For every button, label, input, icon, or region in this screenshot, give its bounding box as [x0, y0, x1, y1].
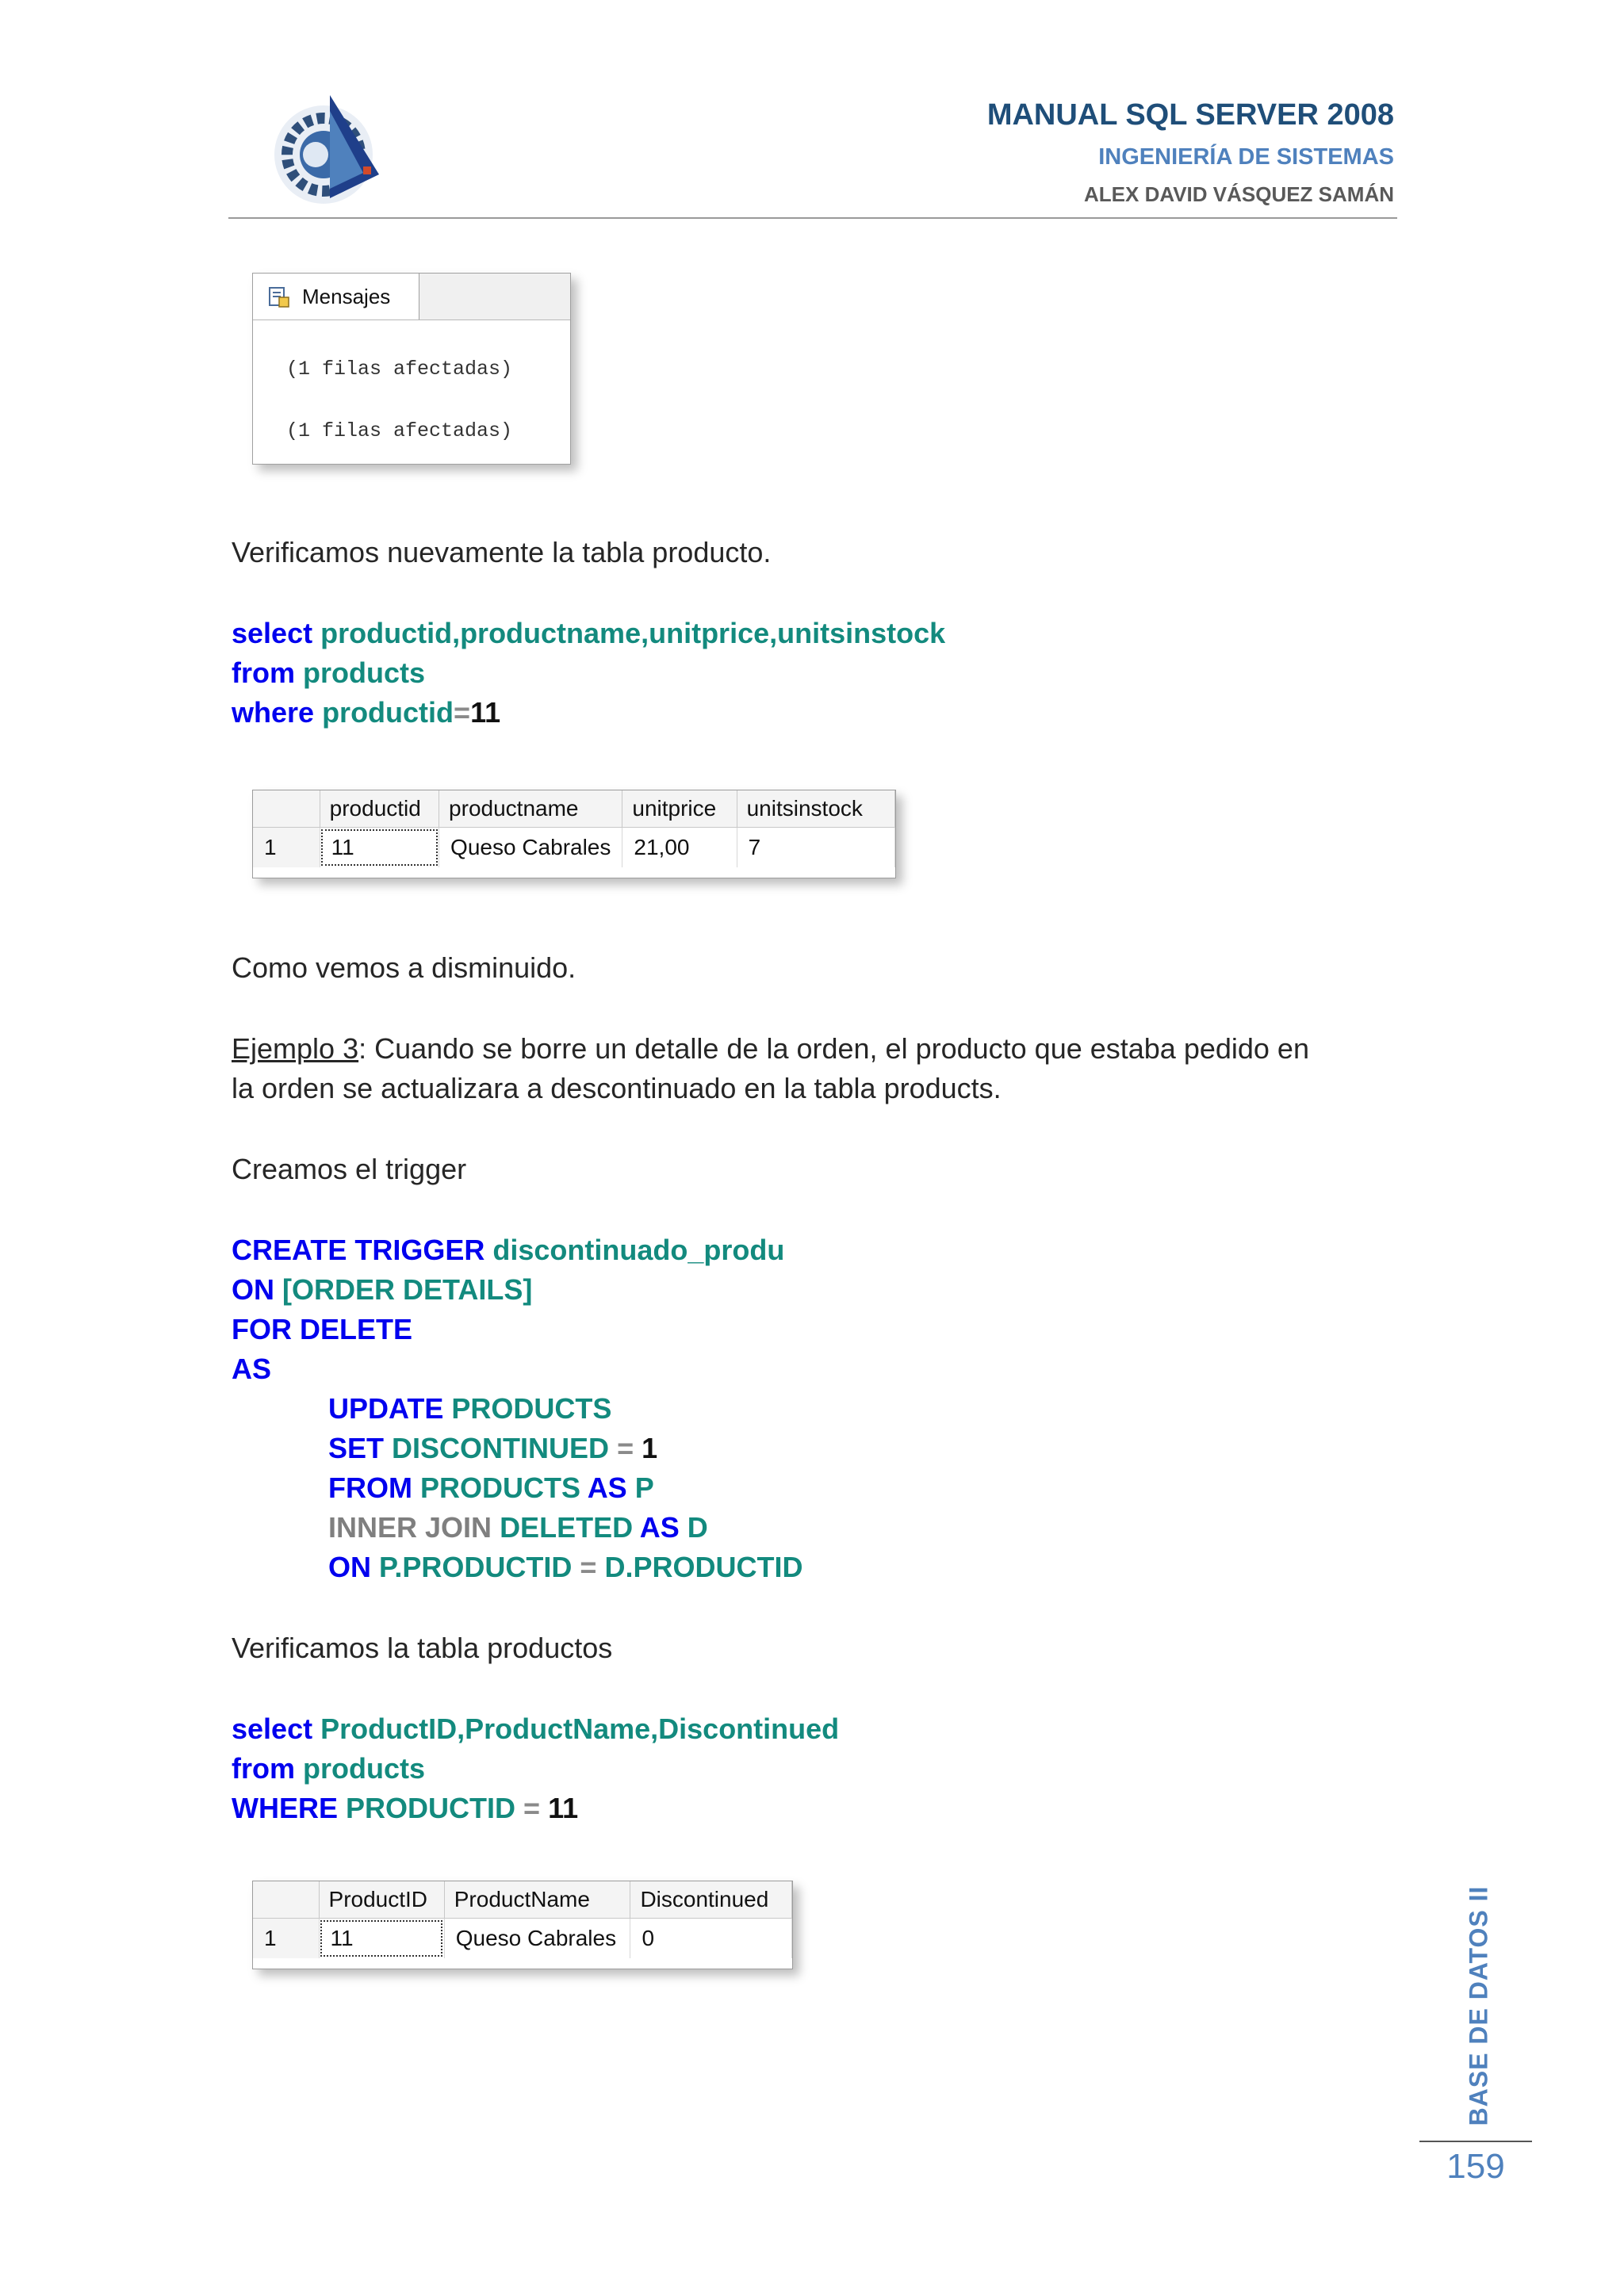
sql-column: D.PRODUCTID	[604, 1551, 803, 1583]
sql-keyword: ON	[232, 1273, 274, 1306]
column-header[interactable]: Discontinued	[630, 1881, 792, 1919]
header-divider	[228, 217, 1397, 219]
table-cell[interactable]: 7	[737, 828, 894, 868]
result-grid-2	[252, 1881, 793, 1969]
example-line2: la orden se actualizara a descontinuado en la tabla products.	[232, 1072, 1002, 1104]
sql-column: productid	[322, 696, 454, 729]
sql-table: DELETED	[500, 1511, 634, 1544]
side-label: BASE DE DATOS II	[1464, 1885, 1493, 2126]
sql-keyword: from	[232, 656, 295, 689]
column-header[interactable]: unitprice	[622, 790, 737, 828]
sql-column: P.PRODUCTID	[379, 1551, 573, 1583]
university-logo	[268, 79, 387, 222]
page-number: 159	[1446, 2147, 1505, 2186]
sql-operator: =	[617, 1432, 634, 1464]
sql-alias: P	[634, 1471, 654, 1504]
trigger-line-set	[328, 1429, 657, 1468]
table-cell[interactable]: 21,00	[622, 828, 737, 868]
messages-tab[interactable]	[253, 274, 419, 320]
query2-line2	[232, 1749, 425, 1789]
trigger-line-on	[232, 1270, 532, 1310]
trigger-name: discontinuado_produ	[492, 1234, 785, 1266]
query1-line2	[232, 653, 425, 693]
sql-alias: D	[687, 1511, 708, 1544]
manual-subtitle: INGENIERÍA DE SISTEMAS	[1098, 144, 1394, 170]
result-grid-1	[252, 790, 896, 878]
table-row	[253, 1919, 792, 1959]
table-cell[interactable]: Queso Cabrales	[444, 1919, 630, 1959]
result-table-2	[253, 1881, 792, 1958]
sql-keyword: select	[232, 1712, 313, 1745]
query2-line1	[232, 1709, 839, 1749]
query1-line1	[232, 614, 945, 653]
sql-operator: =	[523, 1792, 541, 1824]
sql-keyword: CREATE TRIGGER	[232, 1234, 485, 1266]
table-cell[interactable]: 0	[630, 1919, 792, 1959]
example-text: : Cuando se borre un detalle de la orden, el producto que estaba pedido en	[358, 1032, 1309, 1065]
sql-column: PRODUCTID	[346, 1792, 516, 1824]
trigger-line-from	[328, 1468, 654, 1508]
paragraph-verify-1: Verificamos nuevamente la tabla producto.	[232, 536, 772, 568]
sql-table: PRODUCTS	[451, 1392, 612, 1425]
sql-keyword: FOR DELETE	[232, 1313, 413, 1345]
sql-table: products	[303, 656, 426, 689]
table-cell[interactable]: Queso Cabrales	[439, 828, 622, 868]
sql-keyword: WHERE	[232, 1792, 338, 1824]
sql-table: [ORDER DETAILS]	[282, 1273, 533, 1306]
sql-columns: ProductID,ProductName,Discontinued	[320, 1712, 840, 1745]
sql-column: DISCONTINUED	[392, 1432, 610, 1464]
messages-panel	[252, 273, 571, 465]
sql-keyword: FROM	[328, 1471, 412, 1504]
sql-keyword: where	[232, 696, 315, 729]
sql-keyword: INNER JOIN	[328, 1511, 492, 1544]
paragraph-create-trigger: Creamos el trigger	[232, 1153, 467, 1185]
sql-operator: =	[454, 696, 471, 729]
table-cell[interactable]: 11	[320, 828, 439, 868]
column-header[interactable]: ProductName	[444, 1881, 630, 1919]
query1-line3	[232, 693, 500, 733]
sql-keyword: AS	[587, 1471, 627, 1504]
table-row	[253, 828, 895, 868]
row-number[interactable]: 1	[253, 828, 320, 868]
sql-keyword: AS	[639, 1511, 680, 1544]
sql-keyword: SET	[328, 1432, 385, 1464]
column-header[interactable]: ProductID	[319, 1881, 444, 1919]
table-cell[interactable]: 11	[319, 1919, 444, 1959]
row-number-header	[253, 1881, 319, 1919]
trigger-line-join	[328, 1508, 708, 1548]
trigger-line-for	[232, 1310, 412, 1349]
sql-number: 1	[642, 1432, 658, 1464]
query2-line3	[232, 1789, 578, 1828]
sql-keyword: ON	[328, 1551, 371, 1583]
side-label-container	[1419, 1879, 1538, 2133]
trigger-line-update	[328, 1389, 611, 1429]
sql-keyword: from	[232, 1752, 295, 1785]
sql-table: products	[303, 1752, 426, 1785]
sql-columns: productid,productname,unitprice,unitsinstock	[320, 617, 946, 649]
sql-keyword: UPDATE	[328, 1392, 444, 1425]
paragraph-result: Como vemos a disminuido.	[232, 951, 576, 984]
column-header[interactable]: productname	[439, 790, 622, 828]
sql-keyword: select	[232, 617, 313, 649]
footer-divider	[1419, 2141, 1532, 2142]
messages-tab-bar	[253, 274, 570, 320]
manual-title: MANUAL SQL SERVER 2008	[986, 98, 1394, 132]
message-line: (1 filas afectadas)	[286, 358, 513, 381]
example-line1	[232, 1029, 1309, 1069]
table-header-row	[253, 790, 895, 828]
sql-operator: =	[580, 1551, 597, 1583]
author-name: ALEX DAVID VÁSQUEZ SAMÁN	[1084, 182, 1394, 206]
messages-icon	[267, 285, 291, 308]
sql-table: PRODUCTS	[420, 1471, 581, 1504]
column-header[interactable]: unitsinstock	[737, 790, 894, 828]
example-label: Ejemplo 3	[232, 1032, 359, 1065]
sql-keyword: AS	[232, 1353, 272, 1385]
trigger-line-as	[232, 1349, 271, 1389]
trigger-line-on2	[328, 1548, 802, 1587]
sql-number: 11	[548, 1792, 579, 1824]
message-line: (1 filas afectadas)	[286, 419, 513, 442]
sql-number: 11	[470, 696, 501, 729]
messages-tab-label: Mensajes	[302, 284, 391, 308]
row-number-header	[253, 790, 320, 828]
table-header-row	[253, 1881, 792, 1919]
paragraph-verify-2: Verificamos la tabla productos	[232, 1632, 613, 1664]
result-table-1	[253, 790, 895, 867]
row-number[interactable]: 1	[253, 1919, 319, 1959]
column-header[interactable]: productid	[320, 790, 439, 828]
trigger-line-create	[232, 1230, 784, 1270]
